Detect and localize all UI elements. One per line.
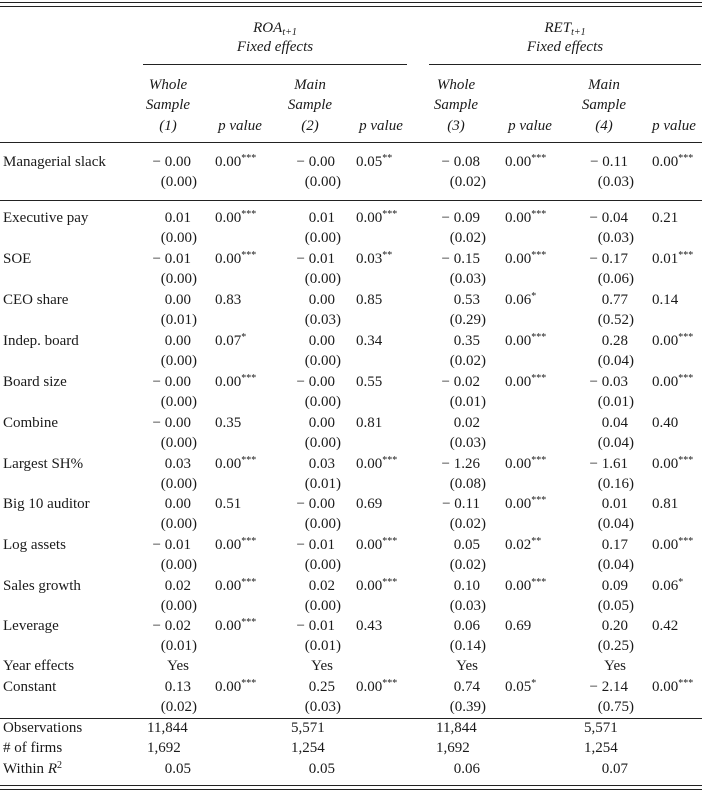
standard-error-cell: (0.03) [304, 312, 341, 328]
coefficient-cell: 0.00 [308, 415, 335, 431]
coefficient-cell: 0.00 [308, 292, 335, 308]
coefficient-cell: 0.77 [601, 292, 628, 308]
standard-error-cell: (0.00) [160, 516, 197, 532]
row-label: Log assets [3, 537, 66, 553]
coefficient-cell: 0.01 [164, 210, 191, 226]
standard-error-cell: (0.75) [597, 699, 634, 715]
coefficient-cell: 0.04 [601, 415, 628, 431]
bottom-rule [0, 785, 702, 786]
coefficient-cell: 0.17 [601, 537, 628, 553]
coefficient-cell: 0.74 [453, 679, 480, 695]
header-rule [0, 142, 702, 143]
coefficient-cell: − 0.11 [590, 154, 628, 170]
p-value-cell: 0.14 [652, 292, 679, 308]
standard-error-cell: (0.02) [449, 516, 486, 532]
p-value-cell: 0.43 [356, 618, 383, 634]
coefficient-cell: − 0.01 [296, 537, 335, 553]
p-value-cell: 0.00*** [356, 209, 398, 226]
column-header-line3: (3) [447, 118, 465, 134]
standard-error-cell: (0.00) [160, 557, 197, 573]
p-value-cell: 0.00*** [215, 678, 257, 695]
row-label: Within $R^2$ [3, 760, 62, 777]
group-header-roa: $ROA_{t+1}$ [253, 20, 297, 38]
coefficient-cell: 0.02 [453, 415, 480, 431]
standard-error-cell: (0.00) [304, 557, 341, 573]
coefficient-cell: 0.06 [453, 618, 480, 634]
p-value-cell: 0.00*** [215, 455, 257, 472]
standard-error-cell: (0.00) [160, 394, 197, 410]
row-label: Observations [3, 720, 83, 736]
coefficient-cell: − 0.00 [296, 374, 335, 390]
p-value-cell: 0.00*** [505, 455, 547, 472]
p-value-cell: 0.00*** [215, 373, 257, 390]
p-value-cell: 0.69 [505, 618, 532, 634]
coefficient-cell: 0.00 [164, 496, 191, 512]
coefficient-cell: 0.28 [601, 333, 628, 349]
standard-error-cell: (0.01) [597, 394, 634, 410]
standard-error-cell: (0.02) [449, 353, 486, 369]
standard-error-cell: (0.00) [304, 353, 341, 369]
coefficient-cell: − 1.26 [441, 456, 480, 472]
coefficient-cell: − 1.61 [589, 456, 628, 472]
coefficient-cell: − 0.17 [589, 251, 628, 267]
standard-error-cell: (0.00) [160, 435, 197, 451]
group-rule-roa [143, 64, 407, 65]
p-value-cell: 0.00*** [356, 577, 398, 594]
p-value-cell: 0.00*** [356, 678, 398, 695]
coefficient-cell: − 0.02 [152, 618, 191, 634]
column-header-line3: p value [508, 118, 552, 134]
coefficient-cell: − 0.01 [296, 251, 335, 267]
group-header-ret-fe: Fixed effects [526, 39, 604, 55]
standard-error-cell: (0.00) [304, 435, 341, 451]
standard-error-cell: (0.04) [597, 435, 634, 451]
p-value-cell: 0.05** [356, 153, 393, 170]
group-header-ret: $RET_{t+1}$ [544, 20, 586, 38]
p-value-cell: 0.00*** [215, 153, 257, 170]
row-label: Indep. board [3, 333, 79, 349]
column-header-line1: Whole [148, 77, 188, 93]
p-value-cell: 0.00*** [652, 678, 694, 695]
standard-error-cell: (0.03) [304, 699, 341, 715]
standard-error-cell: (0.04) [597, 353, 634, 369]
p-value-cell: 0.00*** [505, 250, 547, 267]
standard-error-cell: (0.04) [597, 557, 634, 573]
coefficient-cell: 0.02 [164, 578, 191, 594]
coefficient-cell: − 0.01 [152, 251, 191, 267]
standard-error-cell: (0.01) [304, 476, 341, 492]
p-value-cell: 0.81 [356, 415, 383, 431]
standard-error-cell: (0.03) [597, 174, 634, 190]
p-value-cell: 0.00*** [652, 153, 694, 170]
coefficient-cell: − 0.09 [441, 210, 480, 226]
column-header-line3: p value [652, 118, 696, 134]
column-header-line2: Sample [581, 97, 627, 113]
standard-error-cell: (0.01) [304, 638, 341, 654]
standard-error-cell: (0.00) [160, 271, 197, 287]
p-value-cell: 0.51 [215, 496, 242, 512]
standard-error-cell: (0.01) [449, 394, 486, 410]
stat-cell: 1,692 [436, 740, 470, 756]
stat-cell: 0.06 [453, 761, 480, 777]
coefficient-cell: 0.00 [164, 333, 191, 349]
coefficient-cell: 0.01 [308, 210, 335, 226]
p-value-cell: 0.55 [356, 374, 383, 390]
column-header-line1: Whole [436, 77, 476, 93]
coefficient-cell: Yes [456, 658, 478, 674]
row-label: Largest SH% [3, 456, 84, 472]
column-header-line2: Sample [433, 97, 479, 113]
top-rule [0, 2, 702, 3]
p-value-cell: 0.02** [505, 536, 542, 553]
standard-error-cell: (0.01) [160, 312, 197, 328]
standard-error-cell: (0.00) [160, 230, 197, 246]
standard-error-cell: (0.00) [160, 598, 197, 614]
p-value-cell: 0.00*** [505, 153, 547, 170]
coefficient-cell: − 0.04 [589, 210, 628, 226]
p-value-cell: 0.35 [215, 415, 242, 431]
standard-error-cell: (0.16) [597, 476, 634, 492]
p-value-cell: 0.00*** [505, 495, 547, 512]
stat-cell: 5,571 [291, 720, 325, 736]
stat-cell: 11,844 [147, 720, 188, 736]
coefficient-cell: − 0.11 [442, 496, 480, 512]
standard-error-cell: (0.00) [304, 598, 341, 614]
coefficient-cell: − 0.03 [589, 374, 628, 390]
standard-error-cell: (0.52) [597, 312, 634, 328]
row-label: # of firms [3, 740, 63, 756]
row-label: Leverage [3, 618, 59, 634]
p-value-cell: 0.06* [652, 577, 684, 594]
row-label: Combine [3, 415, 58, 431]
p-value-cell: 0.01*** [652, 250, 694, 267]
p-value-cell: 0.83 [215, 292, 242, 308]
stat-cell: 1,254 [291, 740, 325, 756]
standard-error-cell: (0.03) [449, 598, 486, 614]
standard-error-cell: (0.00) [160, 353, 197, 369]
stat-cell: 0.05 [164, 761, 191, 777]
p-value-cell: 0.00*** [215, 250, 257, 267]
standard-error-cell: (0.08) [449, 476, 486, 492]
row-label: Sales growth [3, 578, 81, 594]
coefficient-cell: Yes [167, 658, 189, 674]
p-value-cell: 0.00*** [215, 209, 257, 226]
coefficient-cell: − 0.00 [296, 154, 335, 170]
coefficient-cell: 0.02 [308, 578, 335, 594]
standard-error-cell: (0.00) [304, 174, 341, 190]
coefficient-cell: 0.20 [601, 618, 628, 634]
p-value-cell: 0.40 [652, 415, 679, 431]
top-rule-2 [0, 6, 702, 7]
standard-error-cell: (0.06) [597, 271, 634, 287]
standard-error-cell: (0.00) [160, 476, 197, 492]
row-label: Board size [3, 374, 67, 390]
standard-error-cell: (0.29) [449, 312, 486, 328]
p-value-cell: 0.69 [356, 496, 383, 512]
p-value-cell: 0.07* [215, 332, 247, 349]
column-header-line1: Main [294, 77, 326, 93]
p-value-cell: 0.34 [356, 333, 383, 349]
standard-error-cell: (0.00) [160, 174, 197, 190]
p-value-cell: 0.00*** [505, 577, 547, 594]
p-value-cell: 0.00*** [505, 373, 547, 390]
standard-error-cell: (0.03) [597, 230, 634, 246]
p-value-cell: 0.00*** [356, 536, 398, 553]
coefficient-cell: 0.05 [453, 537, 480, 553]
group-rule-ret [429, 64, 701, 65]
coefficient-cell: − 2.14 [589, 679, 628, 695]
coefficient-cell: − 0.02 [441, 374, 480, 390]
stat-cell: 11,844 [436, 720, 477, 736]
p-value-cell: 0.00*** [505, 209, 547, 226]
column-header-line2: Sample [287, 97, 333, 113]
stat-cell: 1,254 [584, 740, 618, 756]
row-label: Constant [3, 679, 57, 695]
p-value-cell: 0.21 [652, 210, 679, 226]
coefficient-cell: − 0.00 [152, 415, 191, 431]
p-value-cell: 0.00*** [215, 536, 257, 553]
column-header-line2: Sample [145, 97, 191, 113]
row-label: SOE [3, 251, 32, 267]
stat-cell: 0.05 [308, 761, 335, 777]
row-label: CEO share [3, 292, 69, 308]
coefficient-cell: 0.03 [308, 456, 335, 472]
standard-error-cell: (0.00) [304, 516, 341, 532]
bottom-rule-2 [0, 789, 702, 790]
coefficient-cell: 0.35 [453, 333, 480, 349]
coefficient-cell: 0.01 [601, 496, 628, 512]
p-value-cell: 0.06* [505, 291, 537, 308]
coefficient-cell: 0.53 [453, 292, 480, 308]
standard-error-cell: (0.14) [449, 638, 486, 654]
p-value-cell: 0.00*** [215, 617, 257, 634]
row-label: Executive pay [3, 210, 89, 226]
standard-error-cell: (0.02) [160, 699, 197, 715]
coefficient-cell: − 0.08 [441, 154, 480, 170]
p-value-cell: 0.00*** [505, 332, 547, 349]
standard-error-cell: (0.01) [160, 638, 197, 654]
p-value-cell: 0.00*** [356, 455, 398, 472]
coefficient-cell: 0.25 [308, 679, 335, 695]
p-value-cell: 0.05* [505, 678, 537, 695]
standard-error-cell: (0.05) [597, 598, 634, 614]
row-label: Managerial slack [3, 154, 106, 170]
slack-rule [0, 200, 702, 201]
column-header-line3: p value [218, 118, 262, 134]
coefficient-cell: − 0.00 [152, 154, 191, 170]
coefficient-cell: Yes [604, 658, 626, 674]
coefficient-cell: 0.10 [453, 578, 480, 594]
coefficient-cell: Yes [311, 658, 333, 674]
stat-cell: 1,692 [147, 740, 181, 756]
p-value-cell: 0.03** [356, 250, 393, 267]
coefficient-cell: − 0.00 [296, 496, 335, 512]
p-value-cell: 0.00*** [652, 373, 694, 390]
group-header-roa-fe: Fixed effects [236, 39, 314, 55]
coefficient-cell: 0.00 [308, 333, 335, 349]
standard-error-cell: (0.39) [449, 699, 486, 715]
coefficient-cell: 0.03 [164, 456, 191, 472]
column-header-line3: p value [359, 118, 403, 134]
coefficient-cell: − 0.00 [152, 374, 191, 390]
p-value-cell: 0.42 [652, 618, 679, 634]
standard-error-cell: (0.04) [597, 516, 634, 532]
column-header-line3: (1) [159, 118, 177, 134]
standard-error-cell: (0.02) [449, 174, 486, 190]
coefficient-cell: 0.13 [164, 679, 191, 695]
standard-error-cell: (0.00) [304, 394, 341, 410]
standard-error-cell: (0.03) [449, 271, 486, 287]
stat-cell: 0.07 [601, 761, 628, 777]
coefficient-cell: − 0.15 [441, 251, 480, 267]
standard-error-cell: (0.02) [449, 557, 486, 573]
coefficient-cell: − 0.01 [296, 618, 335, 634]
p-value-cell: 0.85 [356, 292, 383, 308]
p-value-cell: 0.00*** [652, 332, 694, 349]
row-label: Year effects [3, 658, 75, 674]
coefficient-cell: 0.09 [601, 578, 628, 594]
column-header-line3: (2) [301, 118, 319, 134]
p-value-cell: 0.81 [652, 496, 679, 512]
p-value-cell: 0.00*** [215, 577, 257, 594]
row-label: Big 10 auditor [3, 496, 90, 512]
column-header-line3: (4) [595, 118, 613, 134]
standard-error-cell: (0.25) [597, 638, 634, 654]
standard-error-cell: (0.02) [449, 230, 486, 246]
coefficient-cell: − 0.01 [152, 537, 191, 553]
standard-error-cell: (0.00) [304, 271, 341, 287]
standard-error-cell: (0.00) [304, 230, 341, 246]
column-header-line1: Main [588, 77, 620, 93]
p-value-cell: 0.00*** [652, 536, 694, 553]
standard-error-cell: (0.03) [449, 435, 486, 451]
coefficient-cell: 0.00 [164, 292, 191, 308]
p-value-cell: 0.00*** [652, 455, 694, 472]
stat-cell: 5,571 [584, 720, 618, 736]
